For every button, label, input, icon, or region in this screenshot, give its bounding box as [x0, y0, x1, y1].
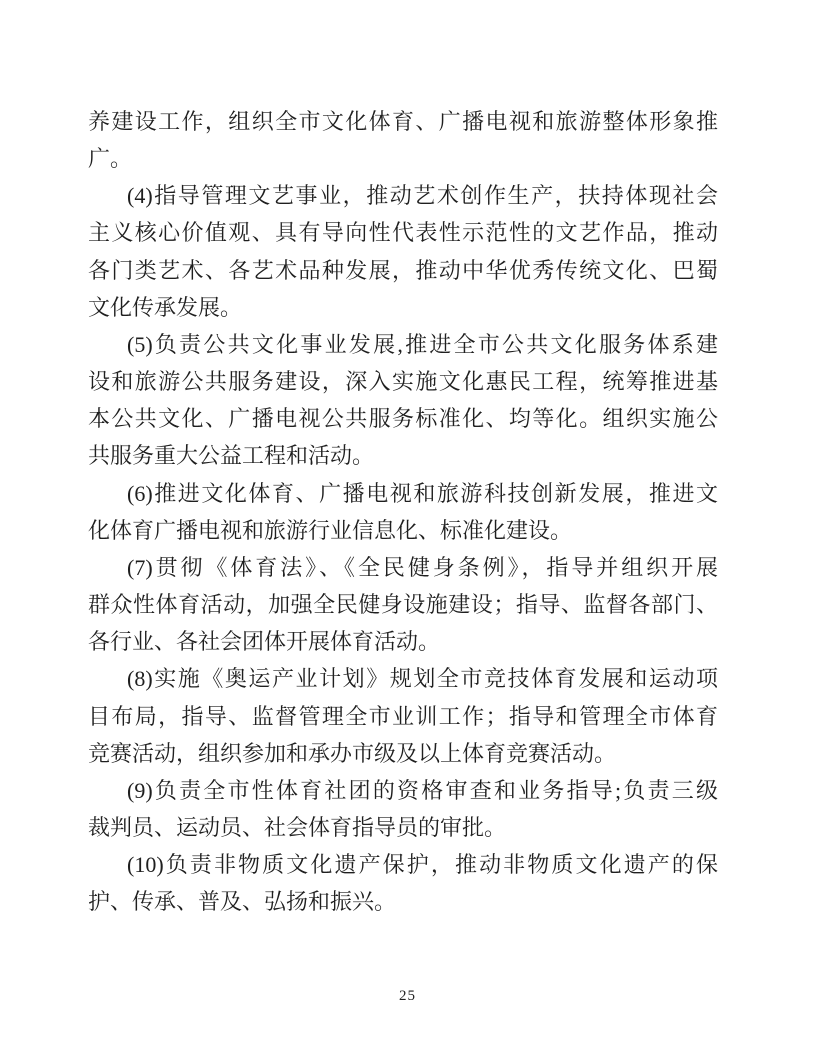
text-line: 护、传承、普及、弘扬和振兴。 — [88, 889, 397, 915]
text-line: 设和旅游公共服务建设，深入实施文化惠民工程，统筹推进基 — [88, 369, 718, 395]
text-line: 养建设工作，组织全市文化体育、广播电视和旅游整体形象推 — [88, 109, 718, 134]
text-line: 共服务重大公益工程和活动。 — [88, 443, 375, 469]
text-line: 文化传承发展。 — [88, 294, 243, 320]
text-line: (10)负责非物质文化遗产保护，推动非物质文化遗产的保 — [127, 852, 718, 878]
text-line: 群众性体育活动，加强全民健身设施建设；指导、监督各部门、 — [88, 592, 718, 618]
text-line: (4)指导管理文艺事业，推动艺术创作生产，扶持体现社会 — [127, 183, 718, 209]
text-line: 各门类艺术、各艺术品种发展，推动中华优秀传统文化、巴蜀 — [88, 257, 718, 283]
text-line: 化体育广播电视和旅游行业信息化、标准化建设。 — [88, 517, 573, 543]
text-line: 本公共文化、广播电视公共服务标准化、均等化。组织实施公 — [88, 406, 718, 432]
text-line: (9)负责全市性体育社团的资格审查和业务指导;负责三级 — [127, 777, 718, 803]
text-line: (5)负责公共文化事业发展,推进全市公共文化服务体系建 — [127, 331, 718, 357]
body-text — [88, 103, 718, 920]
text-line: 目布局，指导、监督管理全市业训工作；指导和管理全市体育 — [88, 703, 718, 729]
text-line: 竞赛活动，组织参加和承办市级及以上体育竞赛活动。 — [88, 740, 617, 766]
text-line: 裁判员、运动员、社会体育指导员的审批。 — [88, 814, 507, 840]
text-line: (8)实施《奥运产业计划》规划全市竞技体育发展和运动项 — [127, 666, 718, 692]
text-line: 广。 — [88, 146, 133, 172]
page-number: 25 — [399, 988, 416, 1004]
text-line: 主义核心价值观、具有导向性代表性示范性的文艺作品，推动 — [88, 220, 718, 246]
text-line: 各行业、各社会团体开展体育活动。 — [88, 629, 441, 655]
text-line: (6)推进文化体育、广播电视和旅游科技创新发展，推进文 — [127, 480, 718, 506]
text-line: (7)贯彻《体育法》、《全民健身条例》，指导并组织开展 — [127, 554, 718, 580]
